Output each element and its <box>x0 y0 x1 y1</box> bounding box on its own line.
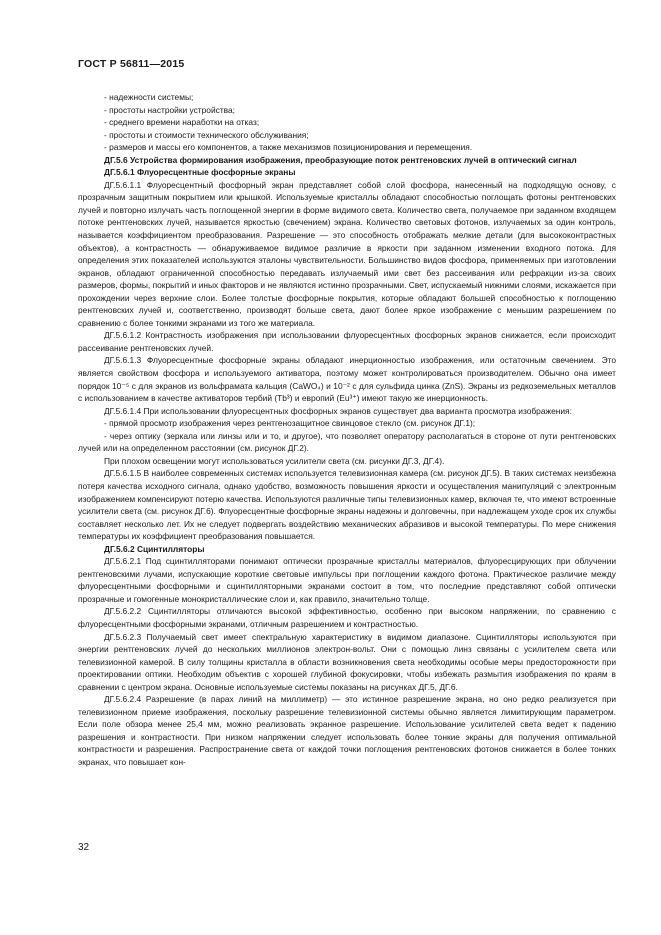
paragraph: ДГ.5.6.2.3 Получаемый свет имеет спектральную характеристику в видимом диапазоне. Сцинтилляторы используются при энергии рентгеновских лучей до нескольких миллионов электрон-вольт. Они с помощью линз связаны с усилителем света или телевизионной камерой. В силу толщины кристалла в области возникновения света необходимы особые меры предосторожности при проектировании оптики. Необходим объектив с хорошей глубиной фокусировки, чтобы избежать размытия изображения по краям в сравнении с центром экрана. Основные используемые системы показаны на рисунках ДГ.5, ДГ.6. <box>78 631 616 692</box>
paragraph: ДГ.5.6.1.2 Контрастность изображения при использовании флуоресцентных фосфорных экранов снижается, если происходит рассеивание рентгеновских лучей. <box>78 330 616 353</box>
paragraph: ДГ.5.6.1.5 В наиболее современных системах используется телевизионная камера (см. рисунок ДГ.5). В таких системах неизбежна потеря качества исходного сигнала, однако удобство, возможность повышения яркости и осуществления манипуляций с электронным изображением компенсируют потерю качества. Используются различные типы телевизионных камер, включая те, что имеют встроенные усилители света (см. рисунок ДГ.6). Флуоресцентные фосфорные экраны надежны и долговечны, при надлежащем уходе срок их службы составляет несколько лет. Их не следует подвергать воздействию механических абразивов и высокой температуры. По мере снижения температуры их коэффициент преобразования повышается. <box>78 468 616 542</box>
list-item: - среднего времени наработки на отказ; <box>104 117 260 128</box>
paragraph: ДГ.5.6.1.3 Флуоресцентные фосфорные экраны обладают инерционностью изображения, или остаточным свечением. Это является свойством фосфора и используемого активатора, поэтому может контролироваться производителем. Обычно она имеет порядок 10⁻⁵ с для экранов из вольфрамата кальция (CaWO₄) и 10⁻² с для сульфида цинка (ZnS). Экраны из редкоземельных металлов с использованием в качестве активаторов тербий (Tb³) и европий (Eu³⁺) имеют такую же инерционность. <box>78 355 616 404</box>
list-item: - через оптику (зеркала или линзы или и то, и другое), что позволяет оператору располагаться в стороне от пути рентгеновских лучей или на определенном расстоянии (см. рисунок ДГ.2). <box>78 430 616 454</box>
paragraph: ДГ.5.6.2.1 Под сцинтилляторами понимают оптически прозрачные кристаллы материалов, флуоресцирующих при облучении рентгеновскими лучами, испускающие короткие световые импульсы при поглощении каждого фотона. Практическое различие между флуоресцентными фосфорными и сцинтилляторными экранами состоит в том, что последние представляют собой оптически прозрачные и гомогенные монокристаллические слои и, как правило, значительно толще. <box>78 556 616 604</box>
page-number: 32 <box>78 842 90 853</box>
paragraph: ДГ.5.6.2.4 Разрешение (в парах линий на миллиметр) — это истинное разрешение экрана, но оно редко реализуется при телевизионном приеме изображения, поскольку разрешение телевизионной системы обычно является лимитирующим параметром. Если поле обзора менее 25,4 мм, можно реализовать экранное разрешение. Использование усилителей света ведет к падению разрешения и контрастности. При низком напряжении следует использовать более тонкие экраны для получения оптимальной контрастности и разрешения. Распространение света от каждой точки поглощения рентгеновских фотонов снижается в более тонких экранах, что повышает кон- <box>78 694 616 767</box>
paragraph: При плохом освещении могут использоваться усилители света (см. рисунки ДГ.3, ДГ.4). <box>104 455 445 466</box>
subsection-heading: ДГ.5.6.2 Сцинтилляторы <box>104 543 205 554</box>
subsection-heading: ДГ.5.6.1 Флуоресцентные фосфорные экраны <box>104 167 296 178</box>
list-item: - прямой просмотр изображения через рентгенозащитное свинцовое стекло (см. рисунок ДГ.1); <box>104 418 476 429</box>
paragraph: ДГ.5.6.1.4 При использовании флуоресцентных фосфорных экранов существует два варианта просмотра изображения: <box>104 405 572 416</box>
paragraph: ДГ.5.6.1.1 Флуоресцентный фосфорный экран представляет собой слой фосфора, нанесенный на подходящую основу, с прозрачным защитным покрытием или крышкой. Используемые кристаллы обладают способностью поглощать фотоны рентгеновских лучей и повторно излучать часть поглощенной энергии в форме видимого света. Количество света, получаемое при заданном входящем потоке рентгеновских лучей, называется яркостью (свечением) экрана. Количество световых фотонов, излучаемых за один контроль, называется коэффициентом преобразования. Разрешение — это способность отображать мелкие детали (для высококонтрастных объектов), а контрастность — обнаруживаемое видимое различие в яркости при заданном изменении входного потока. Для определения этих показателей используются эталоны чувствительности. Большинство видов фосфора, применяемых при изготовлении экранов, обладают ограниченной способностью передавать излучаемый ими свет без рассеивания или рефракции из-за своих размеров, формы, покрытий и иных факторов и не являются истинно прозрачными. Свет, испускаемый нижними слоями, искажается при прохождении через верхние слои. Более толстые фосфорные покрытия, которые обладают большей способностью к поглощению рентгеновских лучей и, соответственно, производят больше света, дают более яркое изображение с меньшим разрешением по сравнению с более тонкими экранами из того же материала. <box>78 179 616 328</box>
list-item: - размеров и массы его компонентов, а также механизмов позиционирования и перемещения. <box>104 142 473 153</box>
list-item: - простоты настройки устройства; <box>104 104 235 115</box>
document-body <box>78 91 616 769</box>
list-item: - простоты и стоимости технического обслуживания; <box>104 129 309 140</box>
page-header: ГОСТ Р 56811—2015 <box>78 58 185 70</box>
section-heading: ДГ.5.6 Устройства формирования изображения, преобразующие поток рентгеновских лучей в оптический сигнал <box>104 154 577 165</box>
paragraph: ДГ.5.6.2.2 Сцинтилляторы отличаются высокой эффективностью, особенно при высоком напряжении, по сравнению с флуоресцентными фосфорными экранами, отличным разрешением и контрастностью. <box>78 606 616 629</box>
list-item: - надежности системы; <box>104 92 194 102</box>
